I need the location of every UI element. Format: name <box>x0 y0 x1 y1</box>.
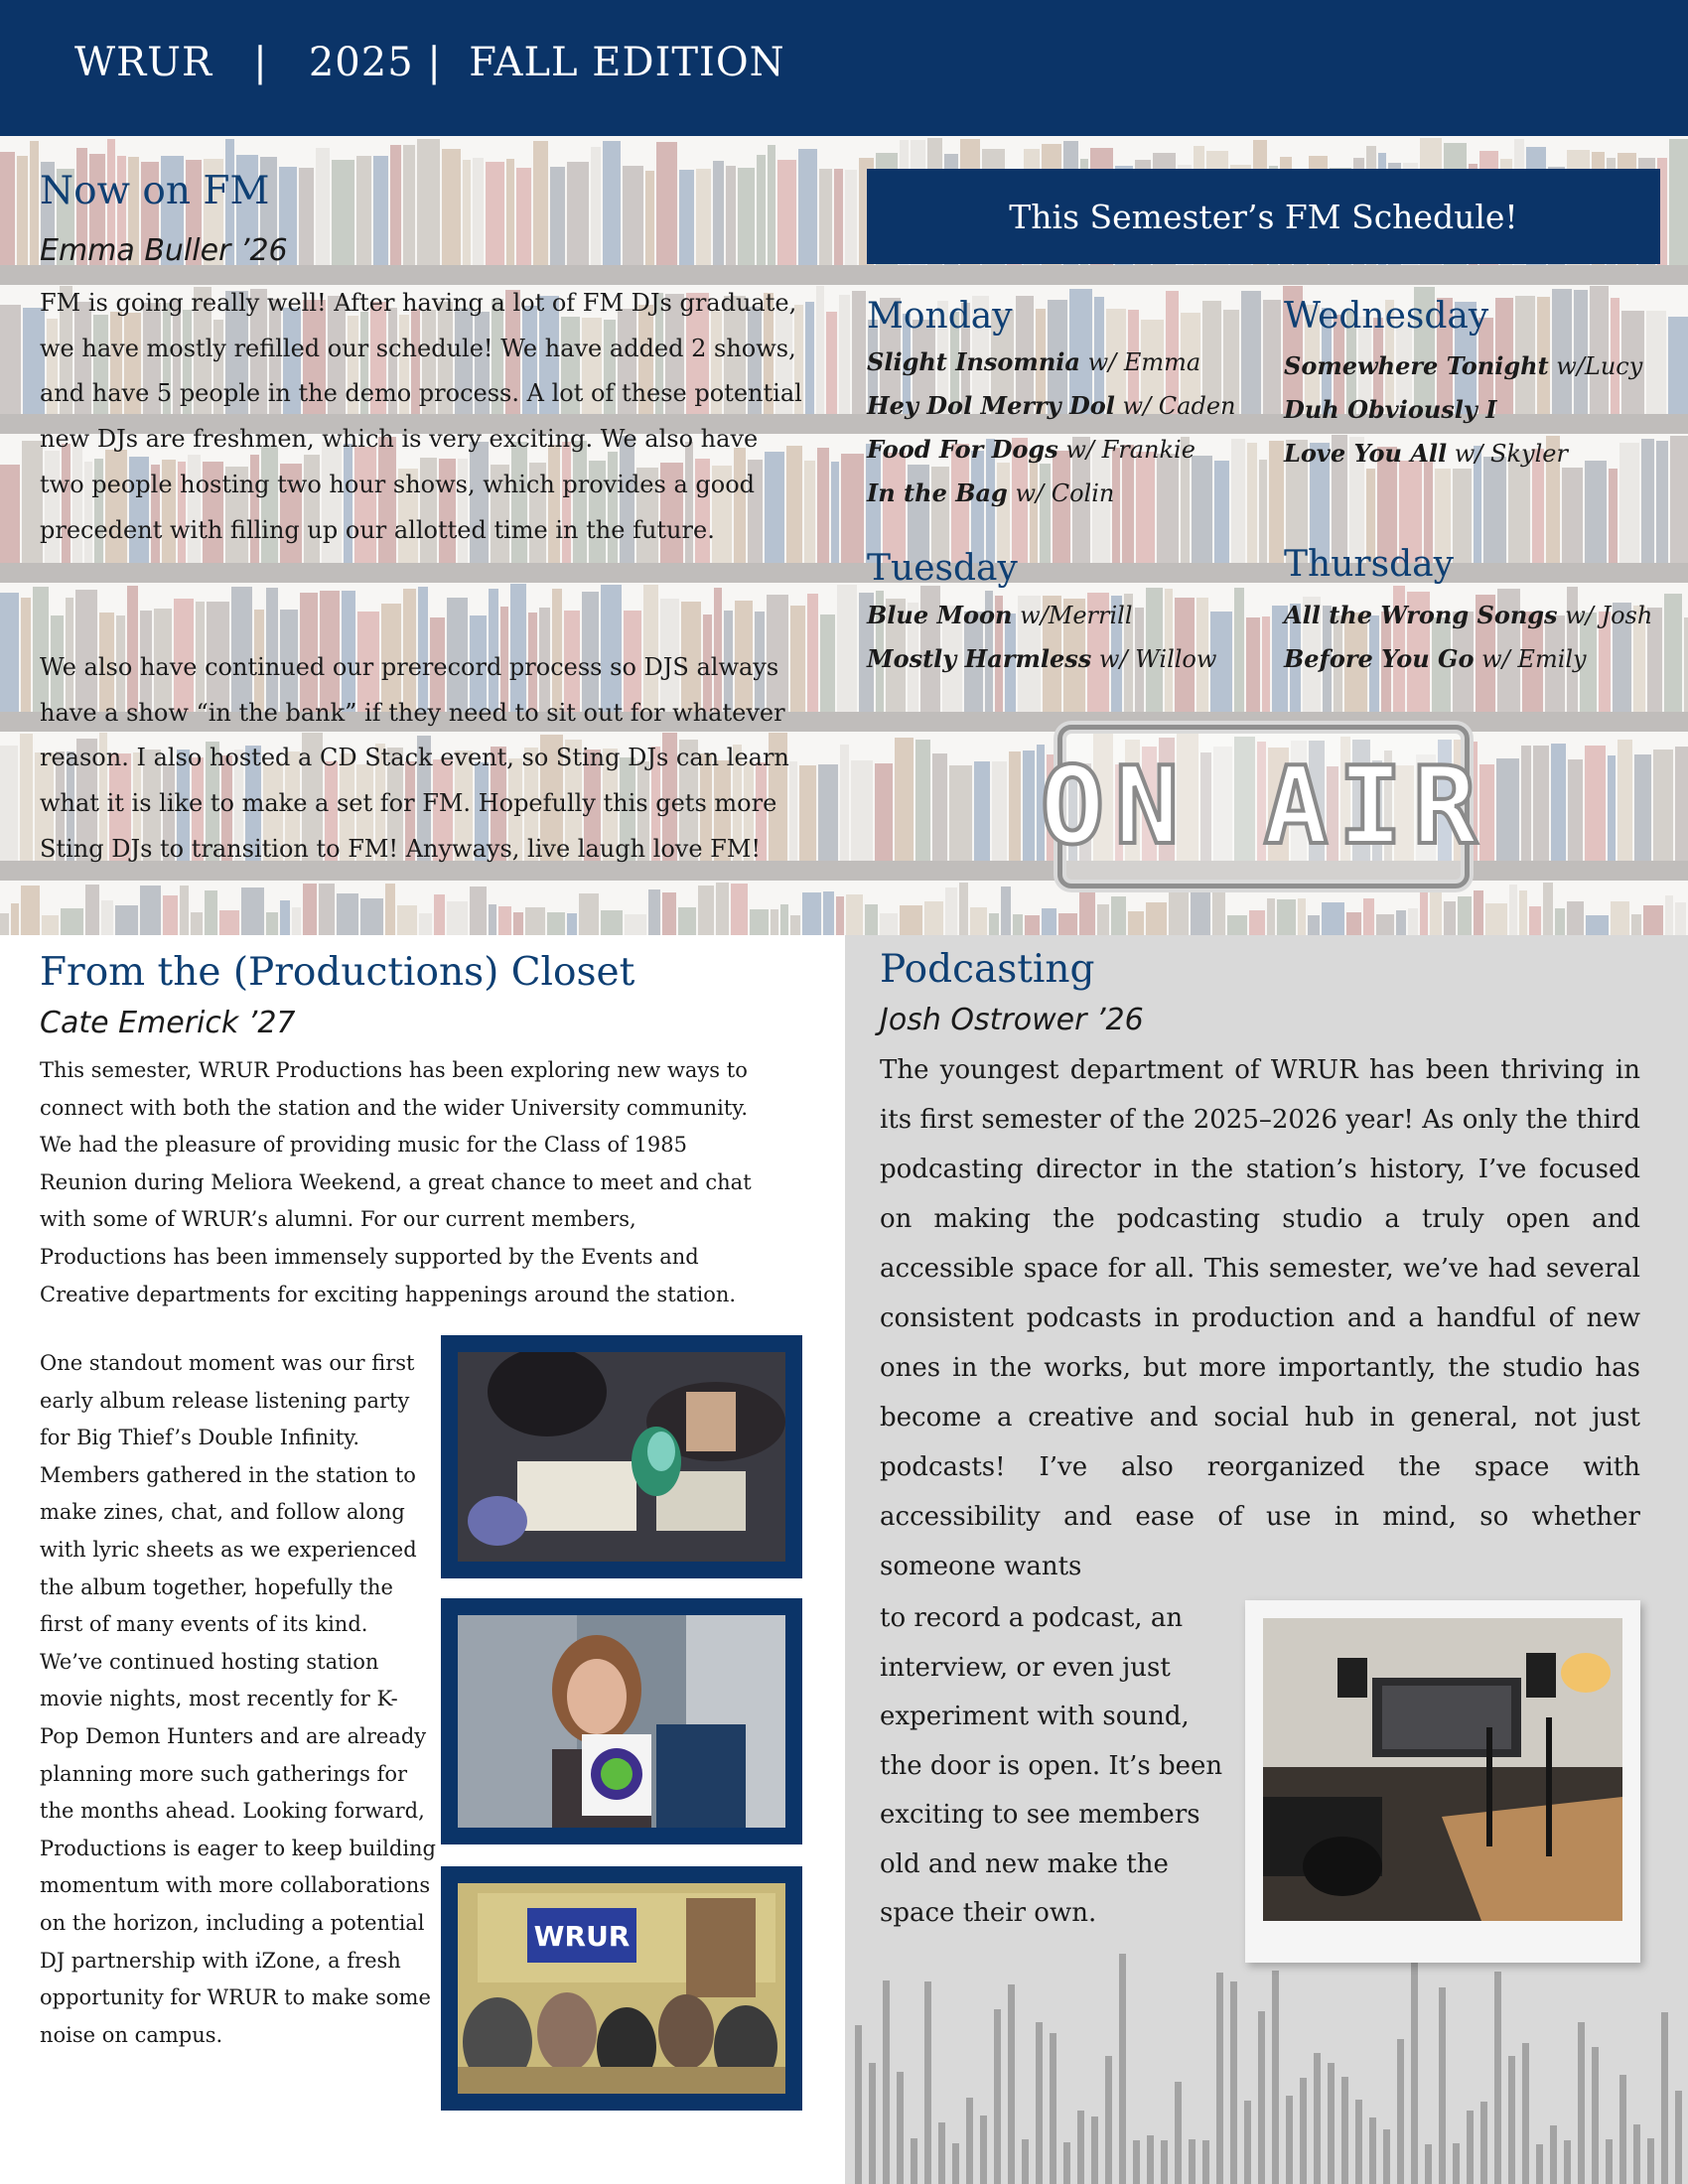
waveform-bar <box>1578 2022 1585 2184</box>
waveform-bar <box>994 2009 1001 2184</box>
waveform-bar <box>980 2116 987 2184</box>
wrur-banner-text: WRUR <box>533 1920 631 1953</box>
waveform-bar <box>966 2098 973 2184</box>
productions-section-title: From the (Productions) Closet <box>40 950 635 995</box>
waveform-bar <box>1175 2082 1182 2184</box>
day-title-thursday: Thursday <box>1284 544 1454 585</box>
waveform-bar <box>1425 2144 1432 2184</box>
photo-group <box>458 1883 785 2094</box>
photo-frame-member-portrait <box>441 1598 802 1844</box>
waveform-bar <box>1119 1954 1126 2184</box>
waveform-bar <box>1564 2140 1571 2184</box>
show-item <box>867 428 1236 472</box>
waveform-bar <box>1216 1973 1223 2184</box>
show-host: w/ Emily <box>1474 645 1587 673</box>
productions-author: Cate Emerick ’27 <box>40 1006 296 1040</box>
show-title: Slight Insomnia <box>867 347 1080 376</box>
waveform-bar <box>1647 2138 1654 2184</box>
waveform-bar <box>1661 2012 1668 2184</box>
waveform-bar <box>1494 1972 1501 2184</box>
show-host: w/ Skyler <box>1447 440 1568 468</box>
waveform-bar <box>938 2122 945 2184</box>
show-title: All the Wrong Songs <box>1284 601 1558 629</box>
waveform-bar <box>1230 1981 1237 2184</box>
waveform-bar <box>1369 2117 1376 2184</box>
show-host: w/ Josh <box>1557 602 1653 629</box>
show-host: w/Merrill <box>1012 602 1133 629</box>
waveform-bar <box>883 1980 890 2184</box>
waveform-bar <box>1383 2129 1390 2184</box>
thursday-show-list <box>1284 594 1652 681</box>
show-host: w/ Emma <box>1079 348 1201 376</box>
waveform-bar <box>1091 2116 1098 2184</box>
podcasting-section-title: Podcasting <box>880 947 1095 992</box>
waveform-bar <box>1008 1984 1015 2184</box>
waveform-bar <box>1467 2111 1474 2184</box>
waveform-bar <box>1522 2043 1529 2184</box>
show-title: Somewhere Tonight <box>1284 351 1549 380</box>
waveform-bar <box>1036 2022 1043 2184</box>
podcast-studio-photo <box>1263 1618 1622 1921</box>
show-item <box>867 341 1236 384</box>
waveform-bar <box>1258 2011 1265 2184</box>
waveform-bar <box>1063 2142 1070 2184</box>
header-edition: FALL EDITION <box>469 40 785 85</box>
waveform-bar <box>1480 2102 1487 2184</box>
photo-frame-group-photo <box>441 1866 802 2111</box>
waveform-bar <box>1022 2139 1029 2184</box>
show-item <box>1284 594 1652 637</box>
show-host: w/ Willow <box>1091 645 1217 673</box>
waveform-bar <box>1300 2078 1307 2184</box>
zine-party-image <box>458 1352 785 1562</box>
waveform-bar <box>1619 2075 1626 2184</box>
waveform-bar <box>897 2072 904 2184</box>
waveform-bar <box>1606 2139 1613 2184</box>
productions-paragraph-2: One standout moment was our first early album release listening party for Big Thief’s Double Infinity. Members gathered in the station to make zines, chat, and follow along with lyric sheets as we experienced the album together, hopefully the first of many events of its kind. We’ve continued hosting station movie nights, most recently for K-Pop Demon Hunters and are already planning more such gatherings for the months ahead. Looking forward, Productions is eager to keep building momentum with more collaborations on the horizon, including a potential DJ partnership with iZone, a fresh opportunity for WRUR to make some noise on campus. <box>40 1351 436 2047</box>
schedule-banner: This Semester’s FM Schedule! <box>867 169 1660 264</box>
waveform-bar <box>1550 2125 1557 2184</box>
waveform-bar <box>1355 2100 1362 2184</box>
show-item <box>1284 432 1642 476</box>
fm-section-title: Now on FM <box>40 169 270 213</box>
podcasting-paragraph-1: The youngest department of WRUR has been thriving in its first semester of the 2025–2026 year! As only the third podcasting director in the station’s history, I’ve focused on making the podcasting studio a truly open and accessible space for all. This semester, we’ve had several consistent podcasts in production and a handful of new ones in the works, but more importantly, the studio has become a creative and social hub in general, not just podcasts! I’ve also reorganized the space with accessibility and ease of use in mind, so whether someone wants <box>880 1055 1640 1581</box>
show-item <box>867 594 1216 637</box>
waveform-bar <box>1328 2063 1335 2184</box>
show-item <box>1284 344 1642 388</box>
show-title: Before You Go <box>1284 644 1475 673</box>
waveform-bar <box>1202 2140 1209 2184</box>
member-portrait-image <box>458 1615 785 1828</box>
tuesday-show-list <box>867 594 1216 681</box>
show-host: w/ Caden <box>1114 392 1236 420</box>
waveform-bar <box>1536 2144 1543 2184</box>
waveform-bar <box>952 2143 959 2184</box>
header-title <box>74 40 785 85</box>
header-separator: | <box>253 40 268 85</box>
waveform-bar <box>1411 1955 1418 2184</box>
wednesday-show-list <box>1284 344 1642 476</box>
podcast-studio-image <box>1263 1618 1622 1921</box>
show-title: Food For Dogs <box>867 435 1058 464</box>
show-host: w/ Colin <box>1007 479 1115 507</box>
waveform-bar <box>1189 2139 1196 2184</box>
day-title-wednesday: Wednesday <box>1284 296 1489 337</box>
waveform-bar <box>855 2025 862 2184</box>
header-separator: | <box>427 40 442 85</box>
photo-member-portrait <box>458 1615 785 1828</box>
waveform-bar <box>1508 2056 1515 2184</box>
show-host: w/ Frankie <box>1057 436 1196 464</box>
waveform-decoration <box>845 1936 1688 2184</box>
waveform-bar <box>1592 2047 1599 2184</box>
waveform-bar <box>911 2138 917 2184</box>
waveform-bar <box>1147 2135 1154 2184</box>
fm-paragraph-2: We also have continued our prerecord process so DJS always have a show “in the bank” if they need to sit out for whatever reason. I also hosted a CD Stack event, so Sting DJs can learn what it is like to make a set for FM. Hopefully this gets more Sting DJs to transition to FM! Anyways, live laugh love FM! <box>40 653 789 863</box>
group-photo-image <box>458 1883 785 2094</box>
waveform-bar <box>1050 2033 1056 2184</box>
waveform-bar <box>1105 2056 1112 2184</box>
show-item <box>1284 388 1642 432</box>
on-air-sign-text: ON AIR <box>1040 745 1487 869</box>
header-year: 2025 <box>308 40 414 85</box>
show-title: Mostly Harmless <box>867 644 1092 673</box>
show-item <box>1284 637 1652 681</box>
fm-author: Emma Buller ’26 <box>40 233 288 268</box>
photo-frame-zine-party <box>441 1335 802 1578</box>
podcasting-paragraph-2: to record a podcast, an interview, or even just experiment with sound, the door is open. It’s been exciting to see members old and new make the space their own. <box>880 1603 1223 1928</box>
show-host: w/Lucy <box>1548 352 1643 380</box>
show-title: Blue Moon <box>867 601 1013 629</box>
waveform-bar <box>1161 2140 1168 2184</box>
show-item <box>867 637 1216 681</box>
waveform-bar <box>1453 2143 1460 2184</box>
waveform-bar <box>1314 2053 1321 2184</box>
waveform-bar <box>1244 2101 1251 2184</box>
on-air-sign <box>1040 725 1487 888</box>
day-title-tuesday: Tuesday <box>867 548 1018 589</box>
podcast-studio-photo-frame <box>1245 1600 1640 1963</box>
waveform-bar <box>1397 2039 1404 2184</box>
podcasting-author: Josh Ostrower ’26 <box>880 1003 1144 1037</box>
show-item <box>867 472 1236 515</box>
waveform-bar <box>1286 2096 1293 2184</box>
show-title: Duh Obviously I <box>1284 395 1497 424</box>
waveform-bar <box>1133 2140 1140 2184</box>
productions-paragraph-1: This semester, WRUR Productions has been exploring new ways to connect with both the station and the wider University community. We had the pleasure of providing music for the Class of 1985 Reunion during Meliora Weekend, a great chance to meet and chat with some of WRUR’s alumni. For our current members, Productions has been immensely supported by the Events and Creative departments for exciting happenings around the station. <box>40 1058 752 1306</box>
waveform-bar <box>1439 1987 1446 2184</box>
header-bar <box>0 0 1688 136</box>
waveform-bar <box>1272 1971 1279 2184</box>
waveform-bar <box>1341 2077 1348 2184</box>
fm-paragraph-1: FM is going really well! After having a lot of FM DJs graduate, we have mostly refilled our schedule! We have added 2 shows, and have 5 people in the demo process. A lot of these potential new DJs are freshmen, which is very exciting. We also have two people hosting two hour shows, which provides a good precedent with filling up our allotted time in the future. <box>40 289 802 544</box>
waveform-bar <box>1633 2124 1640 2184</box>
waveform-bar <box>1675 2091 1682 2184</box>
waveform-bar <box>924 1981 931 2184</box>
waveform-bar <box>869 2063 876 2184</box>
header-publication: WRUR <box>74 40 213 85</box>
monday-show-list <box>867 341 1236 515</box>
show-title: Love You All <box>1284 439 1448 468</box>
day-title-monday: Monday <box>867 296 1013 337</box>
show-item <box>867 384 1236 428</box>
photo-zine-party <box>458 1352 785 1562</box>
waveform-bar <box>1077 2111 1084 2184</box>
show-title: In the Bag <box>867 478 1008 507</box>
show-title: Hey Dol Merry Dol <box>867 391 1115 420</box>
